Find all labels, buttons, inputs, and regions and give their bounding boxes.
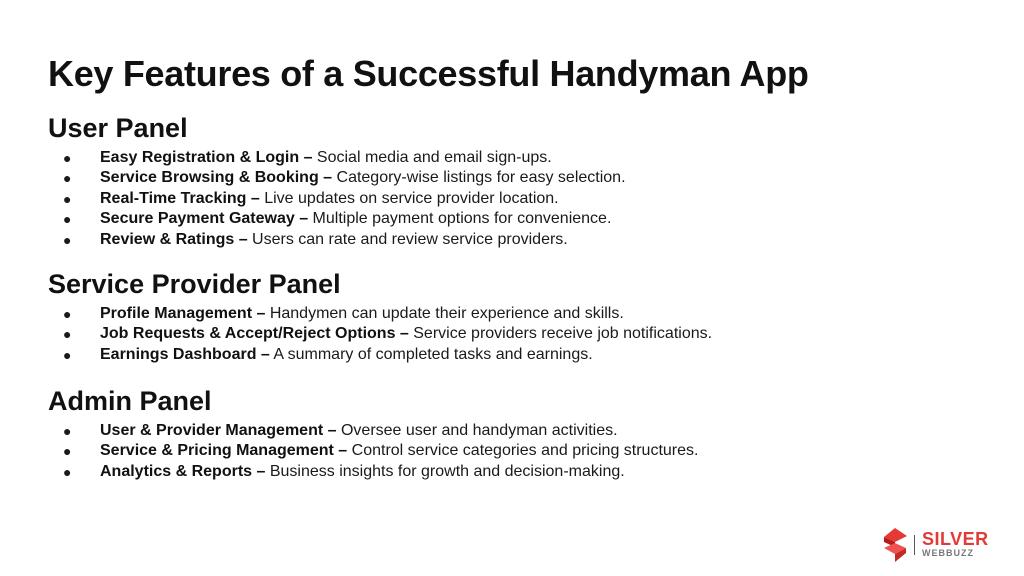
feature-term: User & Provider Management –	[100, 422, 337, 439]
bullet-icon: ●	[63, 423, 72, 439]
feature-desc: A summary of completed tasks and earnings.	[269, 345, 593, 363]
feature-desc: Category-wise listings for easy selection.	[332, 169, 626, 187]
feature-term: Easy Registration & Login –	[100, 149, 313, 166]
feature-desc: Live updates on service provider location.	[259, 189, 559, 207]
feature-list	[48, 304, 988, 365]
logo-text-primary: SILVER	[922, 529, 989, 549]
list-item	[48, 345, 988, 365]
feature-term: Job Requests & Accept/Reject Options –	[100, 325, 409, 343]
section-heading: User Panel	[48, 113, 188, 143]
list-item	[48, 168, 988, 188]
section-heading: Service Provider Panel	[48, 269, 341, 299]
feature-desc: Users can rate and review service providers.	[247, 230, 568, 248]
feature-desc: Social media and email sign-ups.	[312, 149, 552, 166]
list-item	[48, 462, 988, 482]
bullet-icon: ●	[63, 231, 72, 248]
logo-text-secondary: WEBBUZZ	[922, 548, 974, 558]
bullet-icon: ●	[63, 346, 72, 363]
bullet-icon: ●	[63, 463, 72, 480]
feature-list	[48, 421, 988, 482]
bullet-icon: ●	[63, 190, 72, 207]
feature-term: Earnings Dashboard –	[100, 345, 270, 363]
feature-list	[48, 148, 988, 250]
feature-desc: Service providers receive job notifications.	[408, 325, 713, 343]
feature-term: Review & Ratings –	[100, 230, 248, 248]
brand-logo	[880, 527, 1010, 563]
list-item	[48, 304, 988, 324]
feature-desc: Handymen can update their experience and skills.	[265, 305, 624, 322]
feature-desc: Business insights for growth and decision-making.	[265, 462, 625, 480]
bullet-icon: ●	[63, 150, 72, 166]
bullet-icon: ●	[63, 306, 72, 322]
section-heading: Admin Panel	[48, 386, 212, 416]
list-item	[48, 324, 988, 344]
section-service-provider-panel	[48, 268, 988, 365]
silver-webbuzz-logo-icon	[880, 527, 910, 563]
feature-desc: Control service categories and pricing structures.	[347, 442, 699, 460]
list-item	[48, 421, 988, 441]
feature-desc: Oversee user and handyman activities.	[336, 422, 618, 439]
list-item	[48, 189, 988, 209]
bullet-icon: ●	[63, 170, 72, 187]
feature-term: Analytics & Reports –	[100, 462, 266, 480]
feature-term: Profile Management –	[100, 305, 266, 322]
feature-term: Real-Time Tracking –	[100, 189, 260, 207]
feature-desc: Multiple payment options for convenience.	[308, 210, 612, 228]
bullet-icon: ●	[63, 326, 72, 343]
feature-term: Service & Pricing Management –	[100, 442, 348, 460]
bullet-icon: ●	[63, 443, 72, 460]
logo-separator	[914, 535, 915, 555]
list-item	[48, 148, 988, 168]
list-item	[48, 441, 988, 461]
feature-term: Service Browsing & Booking –	[100, 169, 333, 187]
list-item	[48, 230, 988, 250]
slide-title: Key Features of a Successful Handyman App	[48, 53, 809, 94]
feature-term: Secure Payment Gateway –	[100, 210, 309, 228]
section-admin-panel	[48, 385, 988, 482]
bullet-icon: ●	[63, 211, 72, 228]
list-item	[48, 209, 988, 229]
section-user-panel	[48, 112, 988, 250]
